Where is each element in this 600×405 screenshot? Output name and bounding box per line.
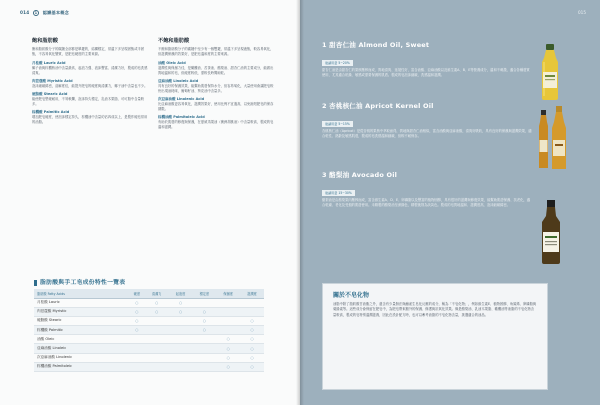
table-cell <box>192 362 216 371</box>
table-cell: ○ <box>240 344 264 353</box>
table-row <box>34 362 264 371</box>
table-cell: ○ <box>169 307 193 316</box>
table-cell: ○ <box>216 362 240 371</box>
fatty-acid-name: 次亞麻油酸 Linolenic Acid <box>158 97 205 101</box>
chapter-title: 認識基本概念 <box>42 10 70 15</box>
unsaturated-intro: 不飽和脂肪酸分子的碳鏈中至少有一個雙鍵，常溫下多呈現液態，較容易氧化，但滋潤保濕的效果好，是肥皂溫和度的主要來源。 <box>158 47 274 56</box>
oil-usage-tag: 建議用量 5~20% <box>322 60 353 66</box>
fatty-acid-name: 油酸 Oleic Acid <box>158 61 186 65</box>
page-number-right: 015 <box>578 10 586 15</box>
table-row <box>34 316 264 325</box>
note-box-text: 油脂中除了脂肪酸甘油酯之外，還含有少量無法與鹼產生皂化反應的成分，稱為「不皂化物」，例如維生素E、植物固醇、角鯊烯、卵磷脂與葉綠素等。這些成分會保留在肥皂中，為肥皂帶來額外的保濕、修護與抗氧化效果。像是酪梨油、乳油木果脂、橄欖油等油脂的不皂化物含量較高，製成的皂特別溫潤滋養，因此在設計配方時，也可以參考油脂的不皂化物含量，挑選適合的油品。 <box>333 302 537 317</box>
table-cell: ○ <box>216 344 240 353</box>
table-header-cell: 清潔力 <box>145 289 169 298</box>
table-row <box>34 344 264 353</box>
table-cell <box>169 353 193 362</box>
fatty-acid-text: 椰子油與棕櫚核油中含量最高，起泡力強、泡沫豐富、清潔力好，製成的皂洗感清爽。 <box>32 66 148 75</box>
table-cell: ○ <box>145 298 169 307</box>
table-row-label: 棕櫚油酸 Palmitoleic <box>34 362 129 371</box>
table-cell <box>129 344 145 353</box>
book-gutter-shadow <box>296 0 304 405</box>
table-cell <box>169 362 193 371</box>
table-cell <box>216 326 240 335</box>
table-cell <box>192 298 216 307</box>
fatty-acid-text: 有助於肌膚的修復與保濕，在夏威夷果油（澳洲胡桃油）中含量較高，製成的皂溫和滋潤。 <box>158 120 274 129</box>
table-cell: ○ <box>129 307 145 316</box>
saturated-heading: 飽和脂肪酸 <box>32 38 58 44</box>
table-header-cell: 穩定度 <box>192 289 216 298</box>
fatty-acid-text: 增加肥皂硬度，使泡沫穩定持久，棕櫚油中含量約佔四成以上，是製作硬皂常用的油脂。 <box>32 115 148 124</box>
fatty-acid-name: 棕櫚酸 Palmitic Acid <box>32 110 70 114</box>
table-cell <box>169 335 193 344</box>
fatty-acid-text: 比亞麻油酸更容易氧化，滋潤效果好，使用比例不宜過高，以免縮短肥皂的保存期限。 <box>158 102 274 111</box>
fatty-acid-name: 亞麻油酸 Linoleic Acid <box>158 79 199 83</box>
table-cell: ○ <box>192 316 216 325</box>
table-row <box>34 353 264 362</box>
table-cell <box>192 353 216 362</box>
avocado-oil-bottle-image <box>538 200 564 264</box>
note-box-title: 關於不皂化物 <box>333 292 370 299</box>
table-cell: ○ <box>129 316 145 325</box>
oil-entry-avocado <box>322 170 532 208</box>
table-cell <box>129 362 145 371</box>
apricot-oil-bottles-image <box>538 106 568 170</box>
table-cell: ○ <box>240 362 264 371</box>
table-cell <box>169 344 193 353</box>
right-page <box>300 0 600 405</box>
table-cell: ○ <box>240 316 264 325</box>
fatty-acid-name: 棕櫚油酸 Palmitoleic Acid <box>158 115 205 119</box>
table-cell: ○ <box>192 326 216 335</box>
table-row-label: 亞麻油酸 Linoleic <box>34 344 129 353</box>
oil-usage-tag: 建議用量 15~30% <box>322 190 355 196</box>
table-cell <box>216 307 240 316</box>
table-row-label: 肉荳蔻酸 Myristic <box>34 307 129 316</box>
table-cell: ○ <box>145 307 169 316</box>
table-cell <box>240 298 264 307</box>
oil-description: 杏桃核仁油（Apricot）是從杏桃的果核中萃取而得，質地與甜杏仁油相似，富含油酸與亞麻油酸，清爽好吸收，具有良好的保濕與滋潤效果，適合乾性、熟齡及敏感肌膚，製成的皂洗感溫和細緻，但較不耐保存。 <box>322 129 532 139</box>
saturated-intro: 飽和脂肪酸分子的碳鏈全部都是單鍵的，結構穩定，常溫下多呈現固態或半固態，不容易氧化變質，是肥皂硬度的主要來源。 <box>32 47 145 56</box>
table-row-label: 油酸 Oleic <box>34 335 129 344</box>
table-row-label: 月桂酸 Lauric <box>34 298 129 307</box>
table-header-cell: 滋潤度 <box>240 289 264 298</box>
table-row <box>34 335 264 344</box>
fatty-acid-text: 能使肥皂堅硬耐用，不易軟爛，泡沫持久穩定，乳油木果脂、可可脂中含量較多。 <box>32 97 145 106</box>
oil-entry-almond <box>322 40 532 78</box>
unsaturated-heading: 不飽和脂肪酸 <box>158 38 190 44</box>
table-cell <box>145 326 169 335</box>
oil-title: 2 杏桃核仁油 Apricot Kernel Oil <box>322 102 434 110</box>
table-row-label: 硬脂酸 Stearic <box>34 316 129 325</box>
table-title-text: 脂肪酸與手工皂成份特性一覽表 <box>40 280 126 286</box>
table-cell: ○ <box>192 307 216 316</box>
table-cell: ○ <box>216 353 240 362</box>
table-header-row <box>34 289 264 298</box>
oil-entry-apricot <box>322 101 532 139</box>
table-cell: ○ <box>240 335 264 344</box>
table-cell: ○ <box>240 326 264 335</box>
table-cell <box>216 316 240 325</box>
table-row <box>34 326 264 335</box>
oil-usage-tag: 建議用量 5~15% <box>322 121 353 127</box>
table-row <box>34 307 264 316</box>
table-row-label: 棕櫚酸 Palmitic <box>34 326 129 335</box>
table-cell <box>145 344 169 353</box>
table-row-label: 次亞麻油酸 Linolenic <box>34 353 129 362</box>
table-cell: ○ <box>129 326 145 335</box>
table-header-cell: 脂肪酸 Fatty Acids <box>34 289 129 298</box>
unsaponifiables-note-box <box>322 283 548 390</box>
oil-description: 甜杏仁油是由甜杏仁的果核壓榨而成，質地清爽、延展性好，富含油酸、亞麻油酸以及維生素A、B、E等營養成分，溫和不刺激，適合各種膚質使用，尤其適合乾燥、敏感或需要保濕的肌膚。製成的皂泡沫細緻，洗感溫和滋潤。 <box>322 68 530 78</box>
page-header-left <box>20 10 69 16</box>
table-cell <box>192 335 216 344</box>
table-cell <box>145 316 169 325</box>
chapter-number-badge: 1 <box>34 11 38 15</box>
almond-oil-bottle-image <box>538 44 562 100</box>
table-cell <box>145 335 169 344</box>
table-title <box>34 277 125 286</box>
table-cell <box>145 362 169 371</box>
table-cell <box>240 307 264 316</box>
fatty-acid-name: 硬脂酸 Stearic Acid <box>32 92 68 96</box>
table-cell <box>169 316 193 325</box>
title-bar-icon <box>34 280 37 286</box>
page-number-left: 014 <box>20 10 30 15</box>
table-cell <box>216 298 240 307</box>
table-cell <box>129 335 145 344</box>
fatty-acid-text: 滋潤性與保濕力佳，是橄欖油、苦茶油、酪梨油、甜杏仁油的主要成分，能做出質地溫和的皂，但硬度較低，需較長時間晾乾。 <box>158 66 274 75</box>
table-cell <box>129 353 145 362</box>
table-header-cell: 保濕度 <box>216 289 240 298</box>
oil-title: 3 酪梨油 Avocado Oil <box>322 171 398 179</box>
table-cell <box>169 326 193 335</box>
fatty-acid-name: 肉荳蔻酸 Myristic Acid <box>32 79 73 83</box>
saturated-column <box>32 38 150 128</box>
fatty-acid-table <box>34 289 264 372</box>
table-cell: ○ <box>169 298 193 307</box>
table-cell <box>192 344 216 353</box>
table-cell: ○ <box>129 298 145 307</box>
table-cell <box>145 353 169 362</box>
unsaturated-column <box>158 38 276 133</box>
table-header-cell: 硬度 <box>129 289 145 298</box>
fatty-acid-text: 具有良好的保濕效果，能幫助肌膚保持水分，但容易氧化，大量使用會讓肥皂較快出現油耗味，葡萄籽油、葵花油中含量多。 <box>158 84 274 93</box>
table-header-cell: 起泡度 <box>169 289 193 298</box>
table-cell: ○ <box>216 335 240 344</box>
fatty-acid-name: 月桂酸 Lauric Acid <box>32 61 66 65</box>
table-cell: ○ <box>240 353 264 362</box>
fatty-acid-text: 泡沫細緻綿密，溶解度佳，能提升肥皂的硬度與清潔力，椰子油中含量也不少。 <box>32 84 148 88</box>
oil-description: 酪梨油是由酪梨果肉壓榨而成，富含維生素A、D、E、卵磷脂以及豐富的植物固醇，具有很好的滋潤與修復效果，能幫助肌膚保濕、抗老化，適合乾燥、老化及受損的肌膚使用。未精製的酪梨油呈深綠色，精製後則為淡黃色。製成的皂質地溫和、滋潤度高，泡沫細緻綿密。 <box>322 198 530 208</box>
oil-title: 1 甜杏仁油 Almond Oil, Sweet <box>322 41 430 49</box>
table-row <box>34 298 264 307</box>
